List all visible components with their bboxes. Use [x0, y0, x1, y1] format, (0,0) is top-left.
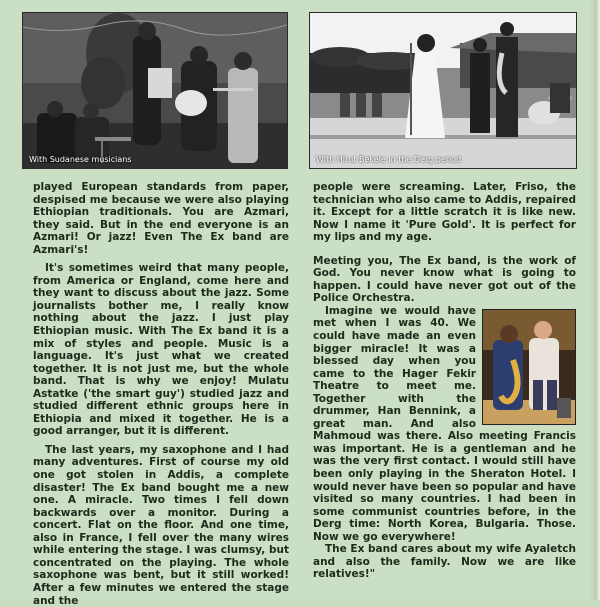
- photo-caption-right: With Hirut Bekele in the Derg period: [316, 155, 462, 164]
- bw-photo-stage-image: [310, 13, 576, 168]
- paragraph: played European standards from paper, despised me because we were also playing Ethiopian traditionals. You are Azmari, they said. But in the end everyone is an Azmari! Or jazz! Even The Ex band are Azmari's!: [33, 181, 289, 256]
- photo-sudanese-musicians: [22, 12, 288, 169]
- paragraph: Imagine we would have met when I was 40. We could have made an even bigger miracle! It was a blessed day when you came to the Hager Fekir Theatre to meet me. Together with the drummer, Han Bennink, a great man. And also Mahmoud was there. Also meeting Francis was important. He is a gentleman and he was the very first contact. I would still have been only playing in the Sheraton Hotel. I would never have been so popular and have visited so many countries. I had been in some communist countries before, in the Derg time: North Korea, Bulgaria. Those. Now we go everywhere!: [313, 304, 576, 543]
- paragraph: The last years, my saxophone and I had many adventures. First of course my old one got stolen in Addis, a complete disaster! The Ex band bought me a new one. A miracle. Two times I fell down backwards over a monitor. During a concert. Flat on the floor. And one time, also in France, I fell over the many wires while entering the stage. I was clumsy, but concentrated on the playing. The whole saxophone was bent, but it still worked! After a few minutes we entered the stage and the: [33, 443, 289, 607]
- left-text-column: [33, 181, 289, 607]
- photo-saxophone-duo: [482, 309, 576, 425]
- paragraph: Meeting you, The Ex band, is the work of God. You never know what is going to happen. I could have never got out of the Police Orchestra.: [313, 254, 576, 305]
- right-text-column: [313, 181, 576, 581]
- paragraph: The Ex band cares about my wife Ayaletch and also the family. Now we are like relatives!": [313, 543, 576, 581]
- color-photo-sax-image: [483, 310, 575, 424]
- booklet-fold: [590, 0, 600, 600]
- photo-caption-left: With Sudanese musicians: [29, 155, 132, 164]
- photo-hirut-bekele: [309, 12, 577, 169]
- bw-photo-band-image: [23, 13, 287, 168]
- paragraph: It's sometimes weird that many people, from America or England, come here and they want to discuss about the jazz. Some journalists bother me, I really know nothing about the jazz. I just play Ethiopian music. With The Ex band it is a mix of styles and people. Music is a language. It's just what we created together. It is not just me, but the whole band. That is why we enjoy! Mulatu Astatke ('the smart guy') studied jazz and studied different ethnic groups here in Ethiopia and mixed it together. He is a good arranger, but it is different.: [33, 262, 289, 438]
- paragraph: people were screaming. Later, Friso, the technician who also came to Addis, repaired it. Except for a little scratch it is like new. Now I name it 'Pure Gold'. It is perfect for my lips and my age.: [313, 181, 576, 244]
